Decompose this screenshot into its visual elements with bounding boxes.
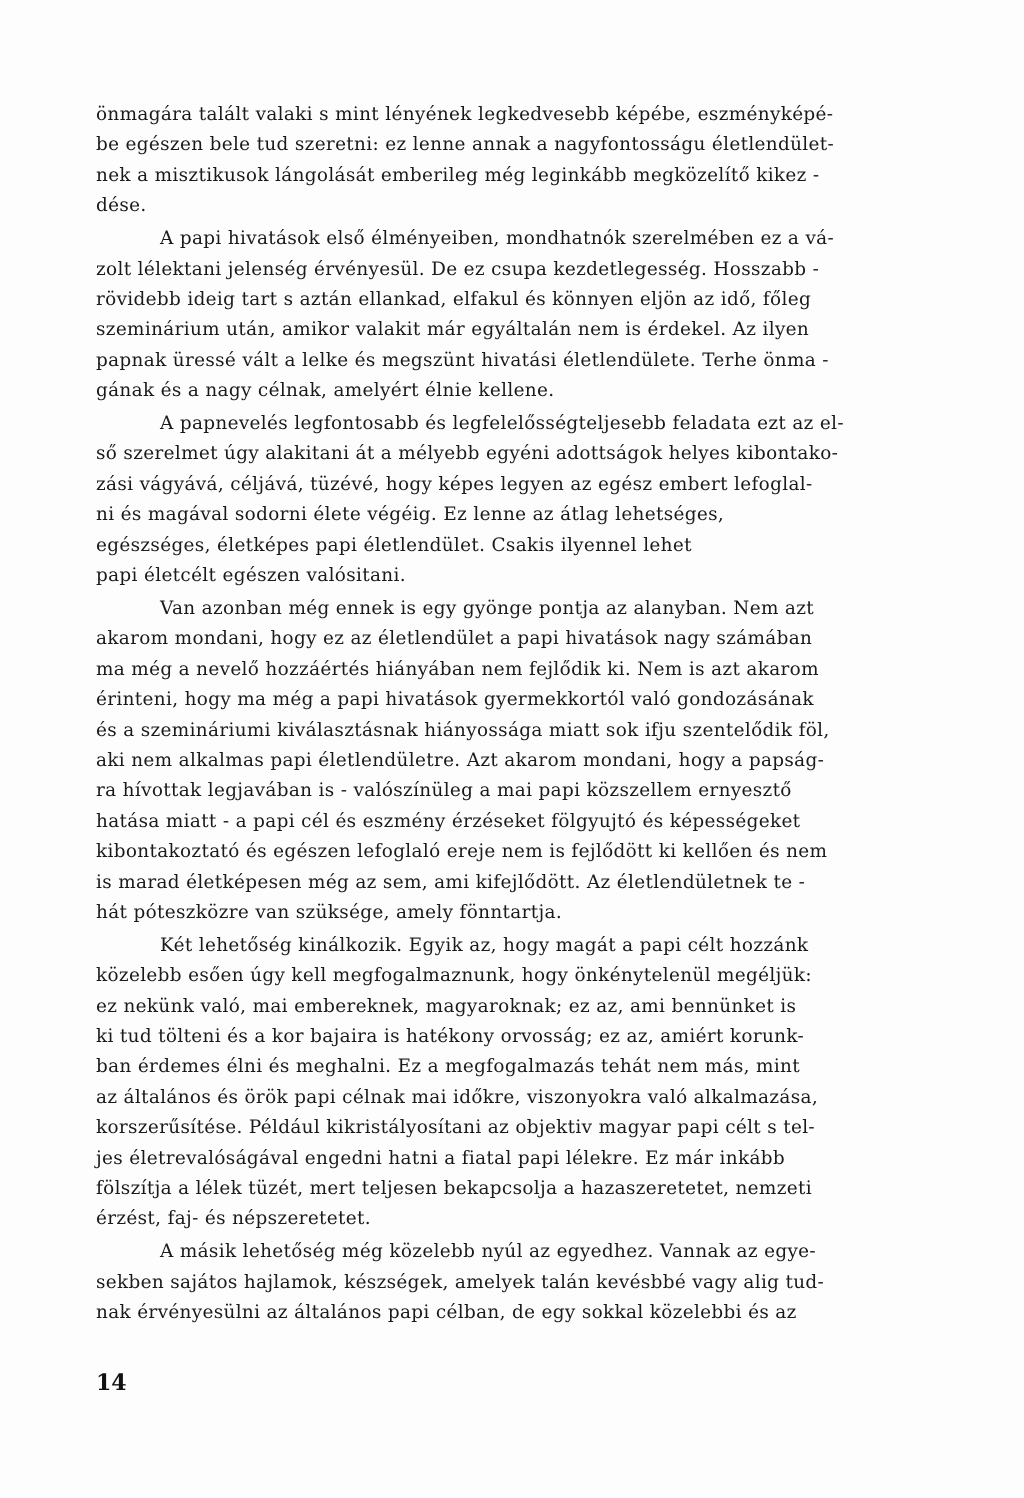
text-line: is marad életképesen még az sem, ami kifejlődött. Az életlendületnek te - <box>96 871 806 893</box>
text-line: fölszítja a lélek tüzét, mert teljesen bekapcsolja a hazaszeretetet, nemzeti <box>96 1178 812 1200</box>
text-line: ez nekünk való, mai embereknek, magyaroknak; ez az, ami bennünket is <box>96 995 797 1017</box>
text-line: aki nem alkalmas papi életlendületre. Azt akarom mondani, hogy a papság- <box>96 749 825 771</box>
text-line: papi életcélt egészen valósitani. <box>96 565 406 587</box>
text-line: zási vágyává, céljává, tüzévé, hogy képes legyen az egész embert lefoglal- <box>96 473 813 495</box>
paragraph-1 <box>96 100 926 222</box>
text-line: hatása miatt - a papi cél és eszmény érzéseket fölgyujtó és képességeket <box>96 810 801 832</box>
text-line: ki tud tölteni és a kor bajaira is hatékony orvosság; ez az, amiért korunk- <box>96 1026 805 1048</box>
text-line: gának és a nagy célnak, amelyért élnie kellene. <box>96 380 555 402</box>
text-line: ma még a nevelő hozzáértés hiányában nem fejlődik ki. Nem is azt akarom <box>96 658 819 680</box>
text-line: Van azonban még ennek is egy gyönge pontja az alanyban. Nem azt <box>160 598 815 620</box>
text-line: A másik lehetőség még közelebb nyúl az egyedhez. Vannak az egye- <box>160 1241 816 1263</box>
text-line: nek a misztikusok lángolását emberileg még leginkább megközelítő kikez - <box>96 164 820 186</box>
text-line: érzést, faj- és népszeretetet. <box>96 1208 371 1230</box>
text-line: ra hívottak legjavában is - valószínüleg a mai papi közszellem ernyesztő <box>96 780 792 802</box>
paragraph-3 <box>96 409 926 591</box>
text-line: jes életrevalóságával engedni hatni a fiatal papi lélekre. Ez már inkább <box>96 1147 786 1169</box>
text-line: az általános és örök papi célnak mai időkre, viszonyokra való alkalmazása, <box>96 1086 819 1108</box>
text-line: zolt lélektani jelenség érvényesül. De ez csupa kezdetlegesség. Hosszabb - <box>96 258 820 280</box>
paragraph-2 <box>96 224 926 406</box>
text-line: korszerűsítése. Például kikristályosítani az objektiv magyar papi célt s tel- <box>96 1117 815 1139</box>
text-line: ső szerelmet úgy alakitani át a mélyebb egyéni adottságok helyes kibontako- <box>96 443 839 465</box>
text-line: A papnevelés legfontosabb és legfelelősségteljesebb feladata ezt az el- <box>160 413 844 435</box>
text-line: dése. <box>96 195 147 217</box>
text-line: akarom mondani, hogy ez az életlendület a papi hivatások nagy számában <box>96 628 813 650</box>
text-line: önmagára talált valaki s mint lényének legkedvesebb képébe, eszményképé- <box>96 104 834 125</box>
text-line: ban érdemes élni és meghalni. Ez a megfogalmazás tehát nem más, mint <box>96 1056 800 1078</box>
text-line: egészséges, életképes papi életlendület. Csakis ilyennel lehet <box>96 534 692 556</box>
paragraph-5 <box>96 931 926 1235</box>
text-line: érinteni, hogy ma még a papi hivatások gyermekkortól való gondozásának <box>96 689 814 711</box>
text-line: rövidebb ideig tart s aztán ellankad, elfakul és könnyen eljön az idő, főleg <box>96 288 812 310</box>
paragraph-6 <box>96 1237 926 1328</box>
page-number: 14 <box>96 1370 127 1396</box>
text-line: hát póteszközre van szüksége, amely fönntartja. <box>96 901 563 923</box>
text-line: papnak üressé vált a lelke és megszünt hivatási életlendülete. Terhe önma - <box>96 349 829 371</box>
text-line: be egészen bele tud szeretni: ez lenne annak a nagyfontosságu életlendület- <box>96 134 835 156</box>
text-line: szeminárium után, amikor valakit már egyáltalán nem is érdekel. Az ilyen <box>96 319 810 341</box>
text-line: közelebb esően úgy kell megfogalmaznunk, hogy önkénytelenül megéljük: <box>96 965 812 987</box>
text-line: nak érvényesülni az általános papi célban, de egy sokkal közelebbi és az <box>96 1302 797 1324</box>
text-line: Két lehetőség kinálkozik. Egyik az, hogy magát a papi célt hozzánk <box>160 934 809 956</box>
text-line: kibontakoztató és egészen lefoglaló ereje nem is fejlődött ki kellően és nem <box>96 841 828 863</box>
text-line: ni és magával sodorni élete végéig. Ez lenne az átlag lehetséges, <box>96 504 725 526</box>
text-line: és a szemináriumi kiválasztásnak hiányossága miatt sok ifju szentelődik föl, <box>96 719 830 741</box>
body-text <box>96 100 926 1329</box>
text-line: A papi hivatások első élményeiben, mondhatnók szerelmében ez a vá- <box>160 228 835 250</box>
text-line: sekben sajátos hajlamok, készségek, amelyek talán kevésbbé vagy alig tud- <box>96 1271 825 1293</box>
paragraph-4 <box>96 594 926 928</box>
